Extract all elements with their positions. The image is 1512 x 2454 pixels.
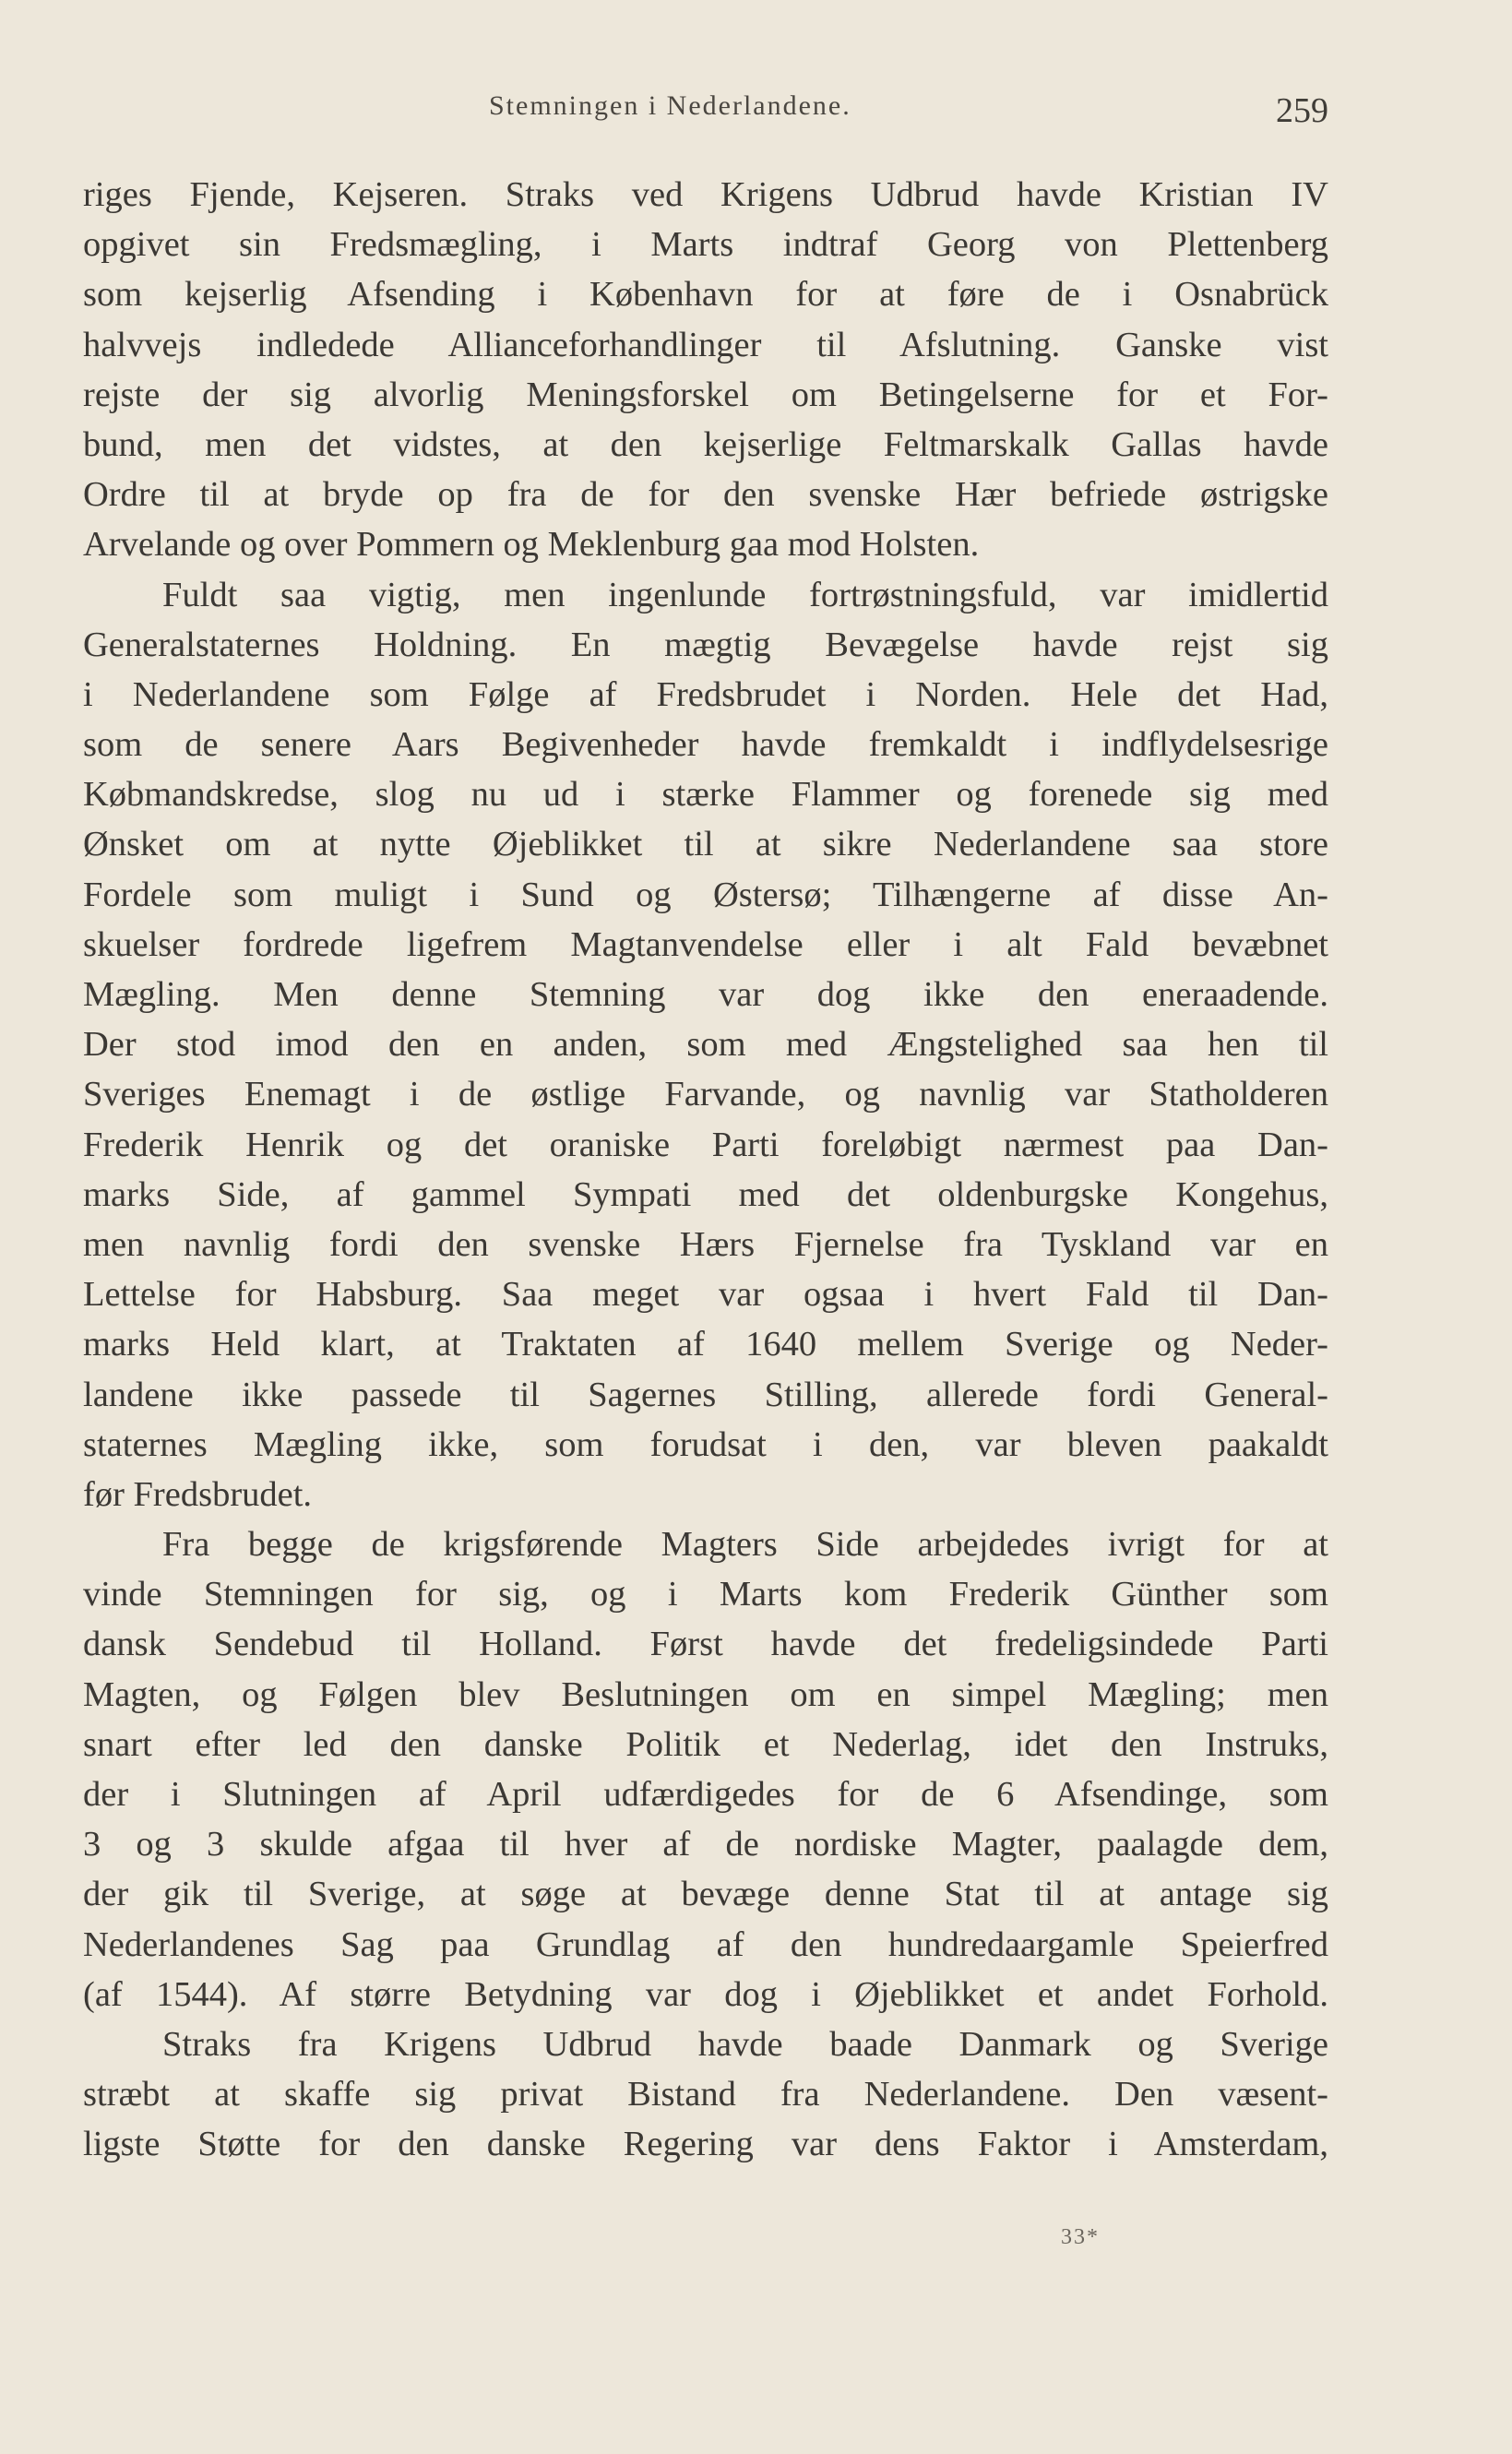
- text-line: før Fredsbrudet.: [83, 1474, 313, 1514]
- text-line: dansk Sendebud til Holland. Først havde det fredeligsindede Parti: [83, 1625, 1328, 1664]
- text-line: Købmandskredse, slog nu ud i stærke Flammer og forenede sig med: [83, 775, 1328, 815]
- text-line: stræbt at skaffe sig privat Bistand fra Nederlandene. Den væsent-: [83, 2075, 1328, 2114]
- text-line: Arvelande og over Pommern og Meklenburg gaa mod Holsten.: [83, 525, 980, 565]
- text-line: Mægling. Men denne Stemning var dog ikke den eneraadende.: [83, 975, 1328, 1014]
- text-line: men navnlig fordi den svenske Hærs Fjernelse fra Tyskland var en: [83, 1224, 1328, 1264]
- text-line: rejste der sig alvorlig Meningsforskel om Betingelserne for et For-: [83, 375, 1328, 414]
- text-line: Ordre til at bryde op fra de for den svenske Hær befriede østrigske: [83, 475, 1328, 515]
- text-line: (af 1544). Af større Betydning var dog i Øjeblikket et andet Forhold.: [83, 1974, 1328, 2014]
- text-line: snart efter led den danske Politik et Nederlag, idet den Instruks,: [83, 1724, 1328, 1764]
- text-line: i Nederlandene som Følge af Fredsbrudet i Norden. Hele det Had,: [83, 674, 1328, 714]
- text-line: 3 og 3 skulde afgaa til hver af de nordiske Magter, paalagde dem,: [83, 1825, 1328, 1864]
- text-line: Ønsket om at nytte Øjeblikket til at sikre Nederlandene saa store: [83, 825, 1328, 864]
- text-line: vinde Stemningen for sig, og i Marts kom Frederik Günther som: [83, 1575, 1328, 1614]
- text-line: Magten, og Følgen blev Beslutningen om en simpel Mægling; men: [83, 1674, 1328, 1714]
- text-line: Fordele som muligt i Sund og Østersø; Tilhængerne af disse An-: [83, 875, 1328, 914]
- running-title: Stemningen i Nederlandene.: [489, 90, 851, 121]
- text-line: staternes Mægling ikke, som forudsat i den, var bleven paakaldt: [83, 1424, 1328, 1464]
- text-line: marks Held klart, at Traktaten af 1640 mellem Sverige og Neder-: [83, 1325, 1328, 1364]
- text-line: Frederik Henrik og det oraniske Parti foreløbigt nærmest paa Dan-: [83, 1125, 1328, 1164]
- text-line: Nederlandenes Sag paa Grundlag af den hundredaargamle Speierfred: [83, 1924, 1328, 1964]
- text-line: marks Side, af gammel Sympati med det oldenburgske Kongehus,: [83, 1174, 1328, 1214]
- text-line: riges Fjende, Kejseren. Straks ved Krigens Udbrud havde Kristian IV: [83, 175, 1328, 214]
- text-line: Fra begge de krigsførende Magters Side arbejdedes ivrigt for at: [162, 1525, 1328, 1565]
- printer-signature: 33*: [1061, 2225, 1100, 2249]
- text-line: Fuldt saa vigtig, men ingenlunde fortrøstningsfuld, var imidlertid: [162, 575, 1328, 614]
- running-head: [83, 90, 1328, 137]
- text-line: Generalstaternes Holdning. En mægtig Bevægelse havde rejst sig: [83, 625, 1328, 664]
- page-number: 259: [1276, 91, 1328, 130]
- text-line: skuelser fordrede ligefrem Magtanvendelse eller i alt Fald bevæbnet: [83, 924, 1328, 964]
- text-line: der i Slutningen af April udfærdigedes for de 6 Afsendinge, som: [83, 1775, 1328, 1814]
- text-line: Lettelse for Habsburg. Saa meget var ogsaa i hvert Fald til Dan-: [83, 1275, 1328, 1315]
- text-line: der gik til Sverige, at søge at bevæge denne Stat til at antage sig: [83, 1875, 1328, 1914]
- text-line: halvvejs indledede Allianceforhandlinger til Afslutning. Ganske vist: [83, 325, 1328, 364]
- text-line: som kejserlig Afsending i København for at føre de i Osnabrück: [83, 275, 1328, 315]
- text-line: som de senere Aars Begivenheder havde fremkaldt i indflydelsesrige: [83, 725, 1328, 765]
- body-text: [83, 170, 1328, 2170]
- text-line: Der stod imod den en anden, som med Ængstelighed saa hen til: [83, 1025, 1328, 1065]
- text-line: Straks fra Krigens Udbrud havde baade Danmark og Sverige: [162, 2024, 1328, 2064]
- text-line: bund, men det vidstes, at den kejserlige Feltmarskalk Gallas havde: [83, 424, 1328, 464]
- text-line: opgivet sin Fredsmægling, i Marts indtraf Georg von Plettenberg: [83, 225, 1328, 265]
- text-line: landene ikke passede til Sagernes Stilling, allerede fordi General-: [83, 1375, 1328, 1414]
- text-line: Sveriges Enemagt i de østlige Farvande, og navnlig var Statholderen: [83, 1075, 1328, 1114]
- text-line: ligste Støtte for den danske Regering var dens Faktor i Amsterdam,: [83, 2125, 1328, 2164]
